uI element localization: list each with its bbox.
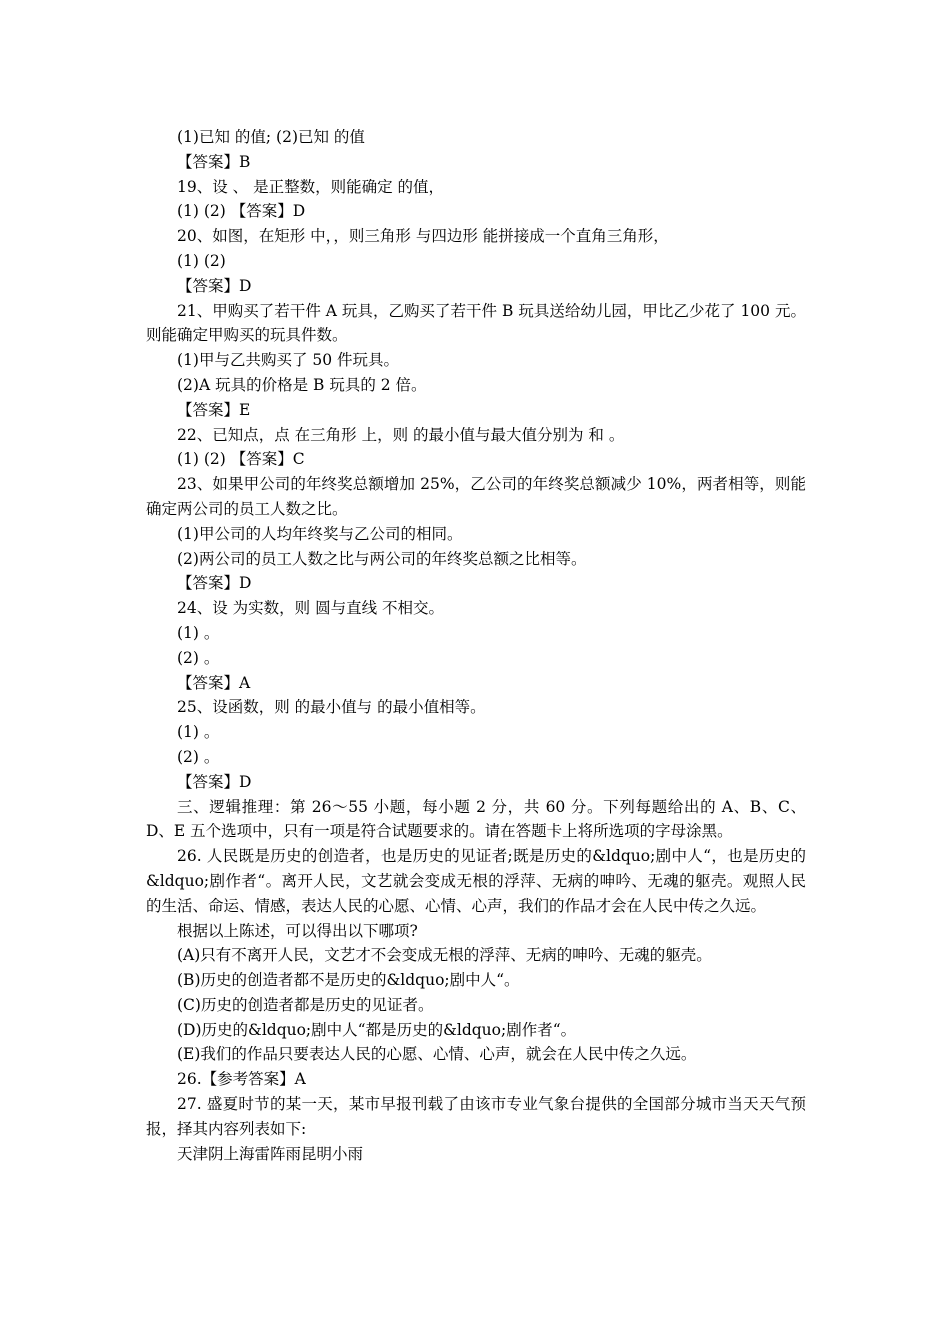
paragraph: 【答案】B (177, 152, 251, 171)
paragraph: 27. 盛夏时节的某一天，某市早报刊载了由该市专业气象台提供的全国部分城市当天天气预报，择其内容列表如下: (146, 1095, 806, 1138)
paragraph: 24、设 为实数，则 圆与直线 不相交。 (177, 599, 445, 618)
document-body (146, 125, 806, 1166)
paragraph: 【答案】D (177, 276, 252, 295)
paragraph: (2) 。 (177, 747, 220, 766)
paragraph: 26.【参考答案】A (177, 1070, 306, 1089)
paragraph: 【答案】D (177, 772, 252, 791)
paragraph: (D)历史的&ldquo;剧中人“都是历史的&ldquo;剧作者“。 (177, 1020, 577, 1039)
paragraph: 根据以上陈述，可以得出以下哪项? (177, 921, 418, 940)
paragraph: (1) (2) 【答案】C (177, 450, 305, 469)
paragraph: 22、已知点，点 在三角形 上，则 的最小值与最大值分别为 和 。 (177, 425, 625, 444)
paragraph: (1) (2) 【答案】D (177, 202, 306, 221)
paragraph: (C)历史的创造者都是历史的见证者。 (177, 995, 434, 1014)
paragraph: (A)只有不离开人民，文艺才不会变成无根的浮萍、无病的呻吟、无魂的躯壳。 (177, 946, 712, 965)
paragraph: (2)两公司的员工人数之比与两公司的年终奖总额之比相等。 (177, 549, 587, 568)
paragraph: 20、如图，在矩形 中，，则三角形 与四边形 能拼接成一个直角三角形， (177, 227, 669, 246)
paragraph: (1)已知 的值; (2)已知 的值 (177, 128, 365, 146)
paragraph: 19、设 、 是正整数，则能确定 的值， (177, 177, 445, 196)
paragraph: (E)我们的作品只要表达人民的心愿、心情、心声，就会在人民中传之久远。 (177, 1045, 697, 1064)
paragraph: (2)A 玩具的价格是 B 玩具的 2 倍。 (177, 375, 427, 394)
paragraph: 【答案】D (177, 574, 252, 593)
paragraph: (1)甲公司的人均年终奖与乙公司的相同。 (177, 524, 463, 543)
paragraph: (1)甲与乙共购买了 50 件玩具。 (177, 351, 400, 370)
paragraph: 26. 人民既是历史的创造者，也是历史的见证者;既是历史的&ldquo;剧中人“，也是历史的&ldquo;剧作者“。离开人民，文艺就会变成无根的浮萍、无病的呻吟、无魂的躯壳。观照人民的生活、命运、情感，表达人民的心愿、心情、心声，我们的作品才会在人民中传之久远。 (146, 847, 806, 915)
paragraph: 三、逻辑推理：第 26～55 小题，每小题 2 分，共 60 分。下列每题给出的 A、B、C、D、E 五个选项中，只有一项是符合试题要求的。请在答题卡上将所选项的字母涂黑。 (146, 797, 806, 841)
paragraph: 21、甲购买了若干件 A 玩具，乙购买了若干件 B 玩具送给幼儿园，甲比乙少花了 100 元。则能确定甲购买的玩具件数。 (146, 301, 806, 345)
paragraph: 23、如果甲公司的年终奖总额增加 25%，乙公司的年终奖总额减少 10%，两者相等，则能确定两公司的员工人数之比。 (146, 475, 806, 518)
paragraph: (1) (2) (177, 251, 226, 270)
paragraph: 【答案】A (177, 673, 251, 692)
paragraph: (1) 。 (177, 723, 220, 742)
paragraph: (2) 。 (177, 648, 220, 667)
paragraph: 天津阴上海雷阵雨昆明小雨 (177, 1144, 364, 1163)
paragraph: (B)历史的创造者都不是历史的&ldquo;剧中人“。 (177, 971, 520, 990)
paragraph: (1) 。 (177, 623, 220, 642)
paragraph: 25、设函数，则 的最小值与 的最小值相等。 (177, 698, 486, 717)
paragraph: 【答案】E (177, 400, 251, 419)
